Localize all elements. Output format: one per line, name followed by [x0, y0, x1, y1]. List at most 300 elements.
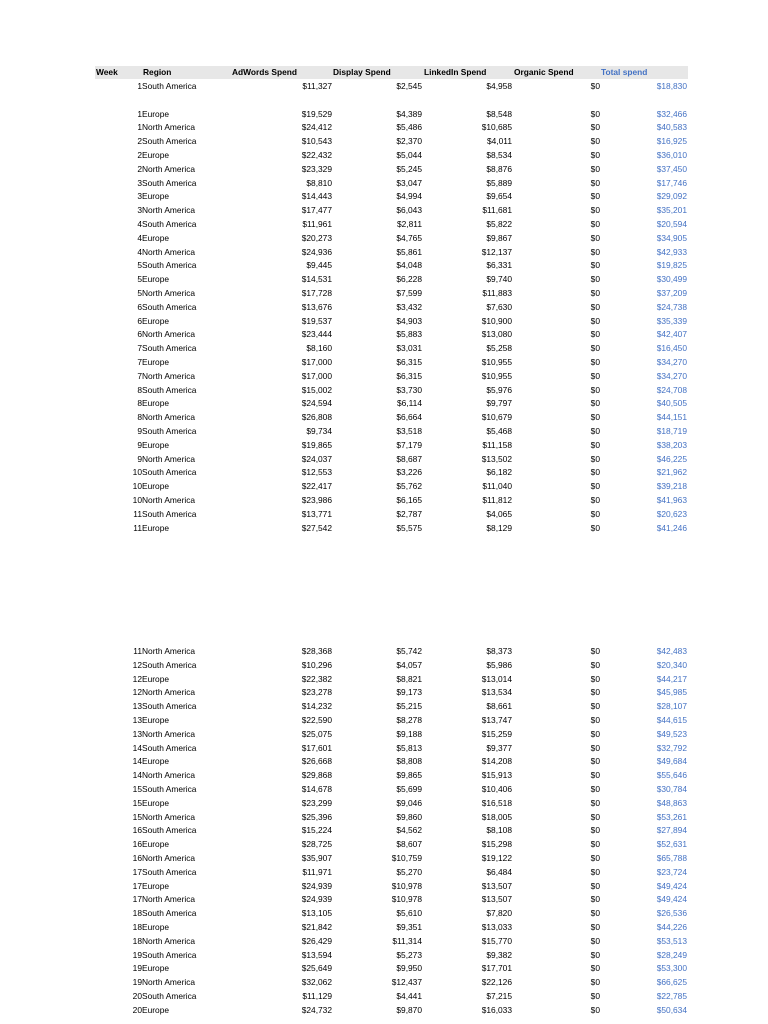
cell-week: 2	[137, 163, 142, 174]
cell-linkedin: $8,876	[486, 163, 512, 174]
table-row	[0, 439, 768, 453]
table-row	[0, 522, 768, 536]
cell-linkedin: $5,258	[486, 343, 512, 354]
cell-organic: $0	[590, 935, 600, 946]
cell-adwords: $15,224	[301, 825, 332, 836]
cell-week: 1	[137, 122, 142, 133]
cell-display: $5,699	[396, 784, 422, 794]
cell-week: 5	[137, 288, 142, 298]
cell-week: 6	[137, 329, 142, 340]
cell-linkedin: $16,518	[481, 797, 512, 808]
cell-week: 8	[137, 384, 142, 395]
cell-total: $19,825	[656, 260, 687, 271]
cell-linkedin: $8,108	[486, 825, 512, 836]
cell-total: $39,218	[656, 481, 687, 492]
cell-linkedin: $17,701	[481, 963, 512, 974]
cell-week: 4	[137, 232, 142, 243]
cell-organic: $0	[590, 991, 600, 1001]
cell-region: Europe	[142, 839, 170, 850]
cell-organic: $0	[590, 949, 600, 960]
table-row	[0, 218, 768, 232]
cell-display: $4,441	[396, 991, 422, 1001]
cell-display: $8,808	[396, 756, 422, 767]
cell-region	[142, 94, 242, 108]
cell-display: $5,813	[396, 742, 422, 753]
header-display: Display Spend	[333, 67, 391, 77]
cell-total: $49,424	[656, 880, 687, 891]
cell-total: $29,092	[656, 191, 687, 202]
cell-total: $52,631	[656, 839, 687, 850]
cell-display: $2,787	[396, 508, 422, 519]
cell-region: South America	[142, 384, 197, 395]
table-row	[0, 880, 768, 894]
cell-adwords: $8,160	[306, 343, 332, 354]
cell-total: $26,536	[656, 908, 687, 919]
cell-adwords: $26,808	[301, 412, 332, 423]
cell-total: $22,785	[656, 991, 687, 1001]
cell-week: 12	[132, 659, 142, 670]
cell-total: $49,523	[656, 728, 687, 739]
cell-region: North America	[142, 811, 196, 822]
cell-organic: $0	[590, 659, 600, 670]
cell-linkedin: $5,889	[486, 177, 512, 188]
cell-adwords: $14,232	[301, 701, 332, 712]
cell-linkedin: $9,740	[486, 274, 512, 285]
cell-adwords: $19,537	[301, 315, 332, 326]
table-row	[0, 163, 768, 177]
cell-linkedin: $11,883	[482, 288, 512, 298]
cell-organic: $0	[590, 288, 600, 298]
cell-display: $6,043	[396, 205, 422, 216]
cell-display: $3,432	[396, 301, 422, 312]
cell-week: 11	[133, 522, 142, 533]
cell-adwords: $11,129	[302, 991, 332, 1001]
table-row	[0, 287, 768, 301]
cell-adwords: $22,417	[301, 481, 332, 492]
cell-week: 13	[132, 728, 142, 739]
cell-week: 11	[133, 508, 142, 519]
cell-organic: $0	[590, 205, 600, 216]
cell-total: $55,646	[656, 770, 687, 781]
cell-display: $4,903	[396, 315, 422, 326]
table-row	[0, 301, 768, 315]
cell-week: 1	[137, 108, 142, 119]
table-row	[0, 397, 768, 411]
cell-week: 19	[132, 949, 142, 960]
cell-region: Europe	[142, 756, 170, 767]
cell-region: South America	[142, 260, 197, 271]
cell-total: $32,792	[656, 742, 687, 753]
table-row	[0, 673, 768, 687]
cell-linkedin: $8,129	[486, 522, 512, 533]
cell-linkedin: $9,797	[486, 398, 512, 409]
cell-total: $30,784	[656, 784, 687, 794]
cell-adwords: $17,477	[301, 205, 332, 216]
cell-week: 8	[137, 412, 142, 423]
cell-week: 16	[132, 853, 142, 863]
cell-region: North America	[142, 770, 196, 781]
cell-region: South America	[142, 742, 197, 753]
cell-adwords: $24,732	[301, 1004, 332, 1015]
cell-adwords: $14,678	[301, 784, 332, 794]
cell-adwords: $12,553	[301, 467, 332, 478]
cell-organic: $0	[590, 177, 600, 188]
cell-organic: $0	[590, 977, 600, 988]
cell-adwords: $26,429	[301, 935, 332, 946]
cell-display: $10,759	[391, 853, 422, 863]
cell-display: $4,994	[396, 191, 422, 202]
cell-adwords: $24,939	[301, 894, 332, 905]
cell-linkedin: $14,208	[481, 756, 512, 767]
cell-adwords: $13,771	[301, 508, 332, 519]
cell-linkedin: $19,122	[481, 853, 512, 863]
cell-organic: $0	[590, 797, 600, 808]
table-row	[0, 466, 768, 480]
header-linkedin: LinkedIn Spend	[424, 67, 487, 77]
cell-linkedin: $5,468	[486, 426, 512, 436]
cell-display: $2,545	[396, 81, 422, 91]
cell-adwords: $21,842	[301, 922, 332, 932]
cell-display: $3,047	[396, 177, 422, 188]
cell-linkedin: $13,507	[481, 894, 512, 905]
cell-display: $4,765	[396, 232, 422, 243]
cell-region: North America	[142, 163, 196, 174]
cell-region: Europe	[142, 880, 170, 891]
cell-linkedin: $16,033	[481, 1004, 512, 1015]
cell-linkedin: $7,820	[486, 908, 512, 919]
table-row	[0, 893, 768, 907]
cell-adwords: $17,000	[301, 370, 332, 381]
table-row	[0, 135, 768, 149]
cell-adwords: $23,329	[301, 163, 332, 174]
cell-linkedin: $4,065	[486, 508, 512, 519]
table-row	[0, 824, 768, 838]
cell-week: 4	[137, 219, 142, 229]
cell-organic: $0	[590, 481, 600, 492]
cell-week: 10	[132, 481, 142, 492]
cell-display: $7,599	[396, 288, 422, 298]
cell-region: Europe	[142, 1004, 170, 1015]
table-row	[0, 852, 768, 866]
cell-total: $50,634	[656, 1004, 687, 1015]
cell-organic: $0	[590, 246, 600, 257]
table-row	[0, 80, 768, 94]
cell-display: $2,370	[396, 136, 422, 147]
cell-organic: $0	[590, 880, 600, 891]
cell-total: $27,894	[656, 825, 687, 836]
table-row	[0, 425, 768, 439]
cell-region: South America	[142, 908, 197, 919]
cell-total: $18,830	[656, 81, 687, 91]
cell-total: $28,107	[656, 701, 687, 712]
cell-total: $28,249	[656, 949, 687, 960]
cell-organic: $0	[590, 412, 600, 423]
cell-week: 7	[137, 357, 142, 367]
cell-week: 1	[137, 81, 142, 91]
cell-region: Europe	[142, 232, 170, 243]
cell-organic: $0	[590, 191, 600, 202]
cell-total: $34,270	[656, 370, 687, 381]
cell-region: South America	[142, 508, 197, 519]
cell-organic: $0	[590, 922, 600, 932]
cell-organic: $0	[590, 853, 600, 863]
cell-display: $8,278	[396, 715, 422, 725]
cell-organic: $0	[590, 756, 600, 767]
cell-display: $5,762	[396, 481, 422, 492]
cell-region: South America	[142, 949, 197, 960]
cell-week: 12	[132, 673, 142, 684]
cell-linkedin: $5,976	[486, 384, 512, 395]
cell-organic: $0	[590, 495, 600, 505]
cell-week: 5	[137, 274, 142, 285]
cell-linkedin: $5,822	[486, 219, 512, 229]
cell-organic: $0	[590, 439, 600, 450]
cell-total: $35,339	[656, 315, 687, 326]
cell-adwords: $24,936	[301, 246, 332, 257]
cell-total: $23,724	[656, 866, 687, 877]
cell-display: $9,351	[396, 922, 422, 932]
cell-linkedin: $18,005	[481, 811, 512, 822]
table-row	[0, 411, 768, 425]
cell-region: Europe	[142, 274, 170, 285]
cell-linkedin: $12,137	[481, 246, 512, 257]
cell-adwords: $22,590	[301, 715, 332, 725]
table-row	[0, 783, 768, 797]
cell-organic: $0	[590, 219, 600, 229]
cell-organic: $0	[590, 811, 600, 822]
cell-adwords: $19,865	[301, 439, 332, 450]
cell-linkedin: $9,654	[486, 191, 512, 202]
table-row	[0, 700, 768, 714]
table-row	[0, 508, 768, 522]
cell-region: North America	[142, 453, 196, 464]
cell-organic: $0	[590, 329, 600, 340]
cell-adwords: $10,543	[301, 136, 332, 147]
cell-total: $16,925	[656, 136, 687, 147]
table-row	[0, 686, 768, 700]
header-adwords: AdWords Spend	[232, 67, 297, 77]
cell-region: South America	[142, 136, 197, 147]
cell-total: $42,407	[656, 329, 687, 340]
cell-adwords: $22,382	[301, 673, 332, 684]
table-row	[0, 907, 768, 921]
table-row	[0, 328, 768, 342]
cell-display: $5,215	[396, 701, 422, 712]
cell-linkedin: $6,182	[486, 467, 512, 478]
table-row	[0, 659, 768, 673]
cell-display: $3,518	[396, 426, 422, 436]
cell-week: 15	[132, 784, 142, 794]
cell-region: North America	[142, 977, 196, 988]
cell-total: $34,905	[656, 232, 687, 243]
table-row	[0, 962, 768, 976]
cell-display: $5,044	[396, 150, 422, 160]
table-row	[0, 273, 768, 287]
cell-linkedin: $8,373	[486, 646, 512, 656]
table-row	[0, 315, 768, 329]
header-week: Week	[96, 67, 118, 77]
cell-region: South America	[142, 301, 197, 312]
cell-adwords: $13,594	[301, 949, 332, 960]
cell-display: $4,048	[396, 260, 422, 271]
cell-week: 10	[132, 495, 142, 505]
cell-total: $16,450	[656, 343, 687, 354]
cell-adwords: $15,002	[301, 384, 332, 395]
cell-region: Europe	[142, 398, 170, 409]
cell-region: South America	[142, 343, 197, 354]
cell-total: $24,708	[656, 384, 687, 395]
cell-organic: $0	[590, 163, 600, 174]
cell-organic: $0	[590, 522, 600, 533]
cell-linkedin: $10,406	[481, 784, 512, 794]
cell-adwords	[262, 94, 332, 108]
cell-linkedin: $9,377	[486, 742, 512, 753]
table-row	[0, 1004, 768, 1018]
cell-organic: $0	[590, 673, 600, 684]
cell-adwords: $13,105	[301, 908, 332, 919]
table-row	[0, 149, 768, 163]
cell-region: South America	[142, 701, 197, 712]
cell-total: $66,625	[656, 977, 687, 988]
cell-region: Europe	[142, 481, 170, 492]
cell-region: Europe	[142, 715, 170, 725]
cell-linkedin: $15,259	[481, 728, 512, 739]
cell-total: $53,300	[656, 963, 687, 974]
cell-week	[112, 94, 142, 108]
cell-region: North America	[142, 687, 196, 698]
table-row	[0, 742, 768, 756]
cell-organic: $0	[590, 728, 600, 739]
cell-week: 3	[137, 177, 142, 188]
cell-total: $32,466	[656, 108, 687, 119]
cell-linkedin: $10,955	[481, 370, 512, 381]
cell-organic: $0	[590, 646, 600, 656]
cell-display: $10,978	[391, 880, 422, 891]
cell-week: 9	[137, 426, 142, 436]
cell-week: 16	[132, 839, 142, 850]
cell-region: Europe	[142, 108, 170, 119]
cell-region: South America	[142, 467, 197, 478]
cell-region: South America	[142, 825, 197, 836]
cell-display: $3,031	[396, 343, 422, 354]
cell-region: South America	[142, 177, 197, 188]
table-row	[0, 356, 768, 370]
cell-week: 17	[132, 866, 142, 877]
cell-organic: $0	[590, 715, 600, 725]
cell-linkedin	[442, 94, 512, 108]
cell-organic: $0	[590, 398, 600, 409]
cell-organic: $0	[590, 839, 600, 850]
cell-organic: $0	[590, 108, 600, 119]
cell-region: South America	[142, 81, 197, 91]
cell-linkedin: $6,484	[486, 866, 512, 877]
cell-organic	[560, 94, 600, 108]
cell-region: Europe	[142, 673, 170, 684]
cell-total: $38,203	[656, 439, 687, 450]
cell-total: $20,594	[656, 219, 687, 229]
cell-organic: $0	[590, 467, 600, 478]
cell-region: North America	[142, 370, 196, 381]
cell-linkedin: $10,685	[481, 122, 512, 133]
table-row	[0, 453, 768, 467]
cell-total: $20,623	[656, 508, 687, 519]
cell-linkedin: $22,126	[481, 977, 512, 988]
cell-display	[352, 94, 422, 108]
cell-total: $49,424	[656, 894, 687, 905]
cell-week: 14	[132, 770, 142, 781]
table-row	[0, 990, 768, 1004]
cell-week: 15	[132, 797, 142, 808]
cell-linkedin: $13,502	[481, 453, 512, 464]
cell-linkedin: $15,913	[481, 770, 512, 781]
cell-linkedin: $7,630	[486, 301, 512, 312]
cell-adwords: $17,601	[301, 742, 332, 753]
cell-organic: $0	[590, 301, 600, 312]
table-row	[0, 797, 768, 811]
cell-total: $35,201	[656, 205, 687, 216]
cell-linkedin: $13,033	[481, 922, 512, 932]
cell-region: North America	[142, 288, 196, 298]
cell-linkedin: $11,681	[482, 205, 512, 216]
cell-adwords: $28,725	[301, 839, 332, 850]
table-row	[0, 259, 768, 273]
cell-total: $53,513	[656, 935, 687, 946]
cell-display: $9,860	[396, 811, 422, 822]
cell-adwords: $9,734	[306, 426, 332, 436]
cell-region: North America	[142, 495, 196, 505]
cell-display: $5,270	[396, 866, 422, 877]
cell-organic: $0	[590, 232, 600, 243]
cell-adwords: $11,971	[302, 866, 332, 877]
cell-display: $8,821	[396, 673, 422, 684]
cell-region: Europe	[142, 191, 170, 202]
cell-organic: $0	[590, 81, 600, 91]
cell-total: $44,217	[656, 673, 687, 684]
cell-total: $42,483	[656, 646, 687, 656]
cell-total: $21,962	[656, 467, 687, 478]
cell-adwords: $25,396	[301, 811, 332, 822]
cell-region: South America	[142, 219, 197, 229]
cell-display: $5,861	[396, 246, 422, 257]
table-row	[0, 811, 768, 825]
cell-linkedin: $15,770	[481, 935, 512, 946]
cell-region: South America	[142, 784, 197, 794]
cell-display: $4,562	[396, 825, 422, 836]
cell-week: 19	[132, 977, 142, 988]
cell-linkedin: $10,679	[481, 412, 512, 423]
cell-adwords: $29,868	[301, 770, 332, 781]
cell-week: 17	[132, 880, 142, 891]
cell-organic: $0	[590, 453, 600, 464]
cell-week: 8	[137, 398, 142, 409]
cell-display: $10,978	[391, 894, 422, 905]
cell-adwords: $17,000	[301, 357, 332, 367]
cell-adwords: $23,278	[301, 687, 332, 698]
table-row	[0, 976, 768, 990]
table-row	[0, 108, 768, 122]
cell-linkedin: $8,661	[486, 701, 512, 712]
cell-display: $6,315	[396, 357, 422, 367]
cell-organic: $0	[590, 1004, 600, 1015]
cell-adwords: $8,810	[306, 177, 332, 188]
cell-linkedin: $8,548	[486, 108, 512, 119]
cell-total: $41,246	[656, 522, 687, 533]
cell-adwords: $23,986	[301, 495, 332, 505]
cell-adwords: $10,296	[301, 659, 332, 670]
cell-organic: $0	[590, 136, 600, 147]
cell-week: 14	[132, 756, 142, 767]
cell-week: 7	[137, 343, 142, 354]
